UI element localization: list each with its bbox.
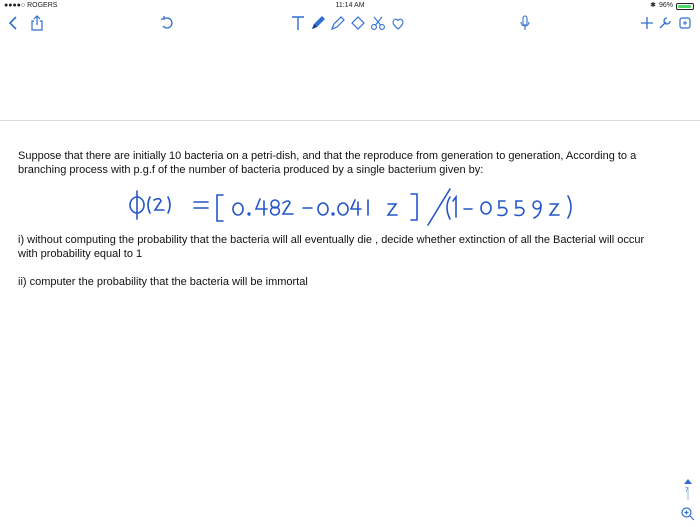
battery-percent: 96% bbox=[658, 2, 673, 9]
handwritten-formula bbox=[120, 185, 590, 227]
more-icon[interactable] bbox=[676, 14, 694, 32]
undo-icon[interactable] bbox=[158, 14, 176, 32]
status-right bbox=[650, 0, 694, 12]
question-i: i) without computing the probability that the bacteria will all eventually die , decide whether extinction of all the Bacterial will occur with probability equal to 1 bbox=[18, 234, 645, 260]
battery-icon bbox=[676, 3, 694, 10]
battery-fill bbox=[678, 5, 691, 8]
eraser-icon[interactable] bbox=[349, 14, 367, 32]
share-icon[interactable] bbox=[28, 14, 46, 32]
carrier-label: ●●●●○ ROGERS bbox=[4, 2, 58, 9]
page-marker: 7 bbox=[685, 488, 689, 494]
plus-icon[interactable] bbox=[638, 14, 656, 32]
toolbar bbox=[0, 12, 700, 34]
zoom-icon[interactable] bbox=[680, 506, 696, 522]
text-tool-icon[interactable] bbox=[289, 14, 307, 32]
chevron-left-icon[interactable] bbox=[4, 14, 22, 32]
question-ii: ii) computer the probability that the bacteria will be immortal bbox=[18, 276, 308, 288]
lasso-icon[interactable] bbox=[369, 14, 387, 32]
image-icon[interactable] bbox=[389, 14, 407, 32]
bluetooth-icon: ✱ bbox=[650, 2, 656, 9]
status-bar bbox=[0, 0, 700, 12]
microphone-icon[interactable] bbox=[516, 14, 534, 32]
pen-tool-icon[interactable] bbox=[309, 14, 327, 32]
page-divider bbox=[0, 120, 700, 121]
page-scroller[interactable] bbox=[682, 478, 694, 507]
highlighter-icon[interactable] bbox=[329, 14, 347, 32]
clock: 11:14 AM bbox=[335, 2, 365, 9]
wrench-icon[interactable] bbox=[656, 14, 674, 32]
problem-statement: Suppose that there are initially 10 bacteria on a petri-dish, and that the reproduce from generation to generation, According to a branching process with p.g.f of the number of bacteria produced by a single bacterium given by: bbox=[18, 150, 637, 176]
